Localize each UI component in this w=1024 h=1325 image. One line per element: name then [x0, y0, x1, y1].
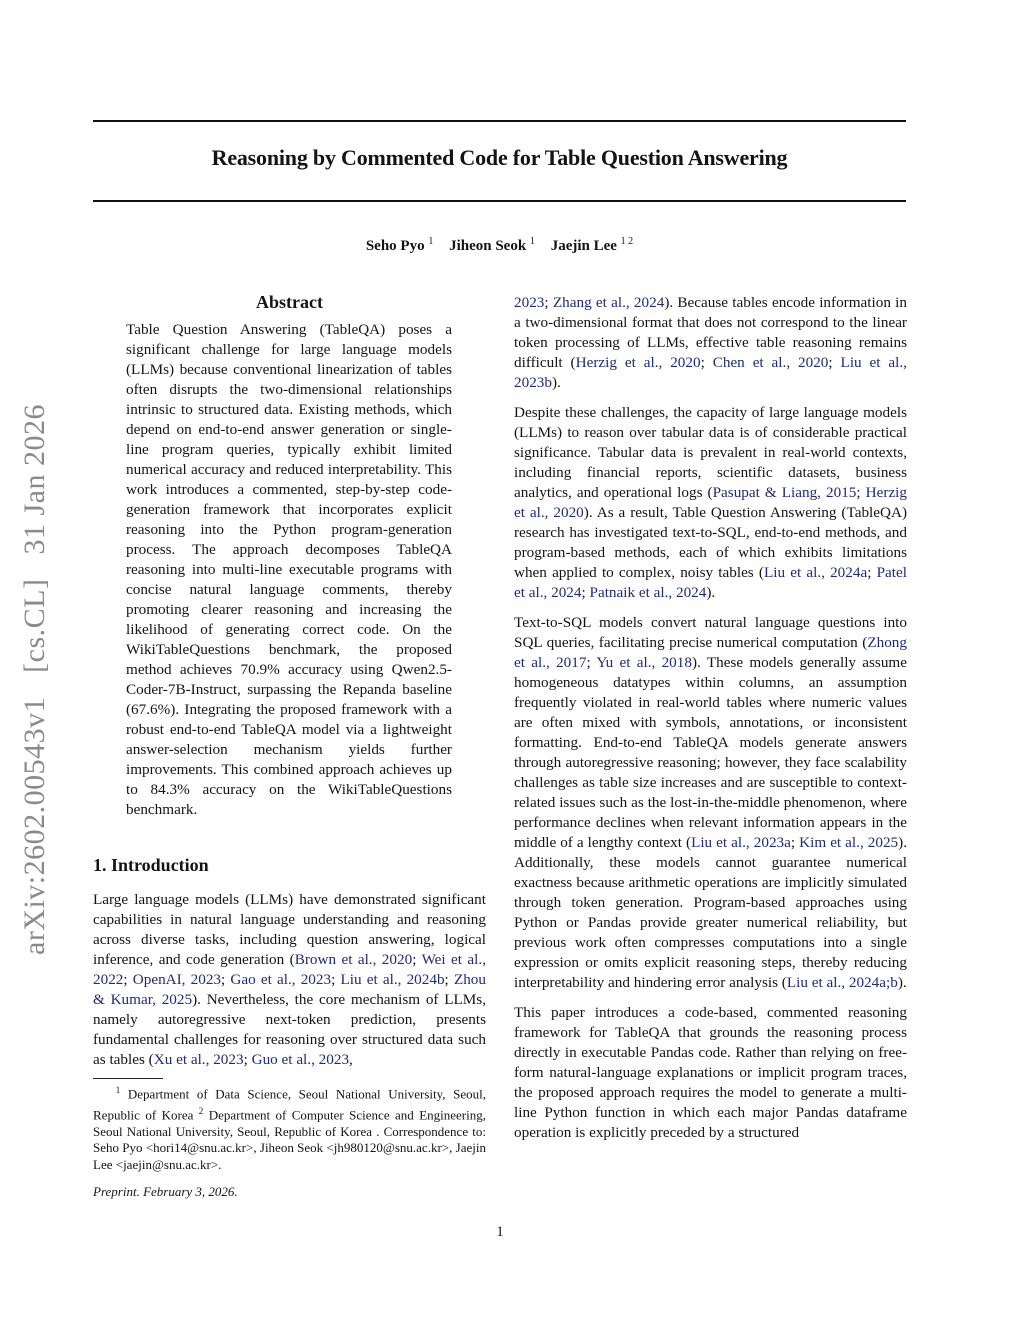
body-text: ). These models generally assume homogeneous datatypes within columns, an assumption frequently violated in real-world tables where numeric values are often mixed with symbols, annotations, or inconsistent formatting. End-to-end TableQA models generate answers through autoregressive reasoning; however, they face scalability challenges as table size increases and are susceptible to context-related issues such as the lost-in-the-middle phenomenon, where performance declines when relevant information appears in the middle of a lengthy context ( — [514, 654, 907, 851]
citation-link[interactable]: OpenAI, 2023 — [132, 971, 222, 988]
separator: ; — [331, 971, 341, 988]
footnote-text: Department of Computer Science and Engineering, Seoul National University, Seoul, Republic of Korea . Correspondence to: Seho Pyo <hori14@snu.ac.kr>, Jiheon Seok <jh980120@snu.ac.kr>, Jaejin Lee <jaejin@snu.ac.kr>. — [93, 1107, 486, 1172]
separator: ; — [123, 971, 133, 988]
intro-paragraph-1 — [93, 890, 486, 1070]
intro-paragraph-3 — [514, 613, 907, 993]
footnote-text: Department of Data Science, Seoul National University, Seoul, Republic of Korea — [93, 1086, 486, 1123]
citation-link[interactable]: Liu et al., 2023b — [514, 354, 907, 391]
citation-link[interactable]: Kim et al., 2025 — [799, 834, 899, 851]
body-text: Text-to-SQL models convert natural language questions into SQL queries, facilitating precise numerical computation ( — [514, 614, 907, 651]
separator: ; — [221, 971, 231, 988]
author-list — [93, 236, 906, 255]
citation-link[interactable]: 2023 — [514, 294, 545, 311]
body-text: Despite these challenges, the capacity of large language models (LLMs) to reason over tabular data is of considerable practical significance. Tabular data is prevalent in real-world contexts, including financial reports, scientific datasets, business analytics, and operational logs ( — [514, 404, 907, 501]
separator: ; — [412, 951, 422, 968]
citation-link[interactable]: Yu et al., 2018 — [596, 654, 692, 671]
arxiv-id: arXiv:2602.00543v1 — [18, 696, 51, 955]
intro-paragraph-2 — [514, 403, 907, 603]
abstract-text: Table Question Answering (TableQA) poses a significant challenge for large language models (LLMs) because conventional linearization of tables often disrupts the two-dimensional relationships intrinsic to structured data. Existing methods, which depend on end-to-end answer generation or single-line program queries, typically exhibit limited numerical accuracy and reduced interpretability. This work introduces a commented, step-by-step code-generation framework that incorporates explicit reasoning into the Python program-generation process. The approach decomposes TableQA reasoning into multi-line executable programs with concise natural language comments, thereby promoting clearer reasoning and increasing the likelihood of generating correct code. On the WikiTableQuestions benchmark, the proposed method achieves 70.9% accuracy using Qwen2.5-Coder-7B-Instruct, surpassing the Repanda baseline (67.6%). Integrating the proposed framework with a robust end-to-end TableQA model via a lightweight answer-selection mechanism yields further improvements. This combined approach achieves up to 84.3% accuracy on the WikiTableQuestions benchmark. — [126, 321, 452, 818]
citation-link[interactable]: Herzig et al., 2020 — [514, 484, 907, 521]
title-rule-top — [93, 120, 906, 122]
citation-link[interactable]: Herzig et al., 2020 — [575, 354, 701, 371]
right-column — [514, 293, 907, 1153]
arxiv-category: [cs.CL] — [18, 578, 51, 673]
citation-link[interactable]: Liu et al., 2023a — [691, 834, 791, 851]
separator: ; — [243, 1051, 252, 1068]
author-name: Jiheon Seok — [449, 238, 527, 254]
citation-link[interactable]: Brown et al., 2020 — [294, 951, 413, 968]
separator: ; — [867, 564, 877, 581]
citation-link[interactable]: Zhong et al., 2017 — [514, 634, 907, 671]
abstract-heading: Abstract — [256, 292, 323, 312]
body-text: ). — [897, 974, 907, 991]
separator: ; — [544, 294, 553, 311]
footnote-rule — [93, 1078, 163, 1079]
body-text: ). Because tables encode information in a two-dimensional format that does not correspond to the linear token processing of LLMs, effective table reasoning remains difficult ( — [514, 294, 907, 371]
separator: ; — [790, 834, 800, 851]
body-text: ). — [551, 374, 561, 391]
body-text: ). Nevertheless, the core mechanism of LLMs, namely autoregressive next-token prediction, presents fundamental challenges for reasoning over structured data such as tables ( — [93, 991, 486, 1068]
citation-link[interactable]: Zhou & Kumar, 2025 — [93, 971, 486, 1008]
preprint-note: Preprint. February 3, 2026. — [93, 1184, 238, 1199]
intro-paragraph-4: This paper introduces a code-based, commented reasoning framework for TableQA that grounds the reasoning process directly in executable Pandas code. Rather than relying on free-form natural-language explanations or implicit program traces, the proposed approach requires the model to generate a multi-line Python function in which each major Pandas dataframe operation is explicitly preceded by a structured — [514, 1004, 907, 1141]
separator: ; — [581, 584, 590, 601]
author-name: Seho Pyo — [365, 238, 425, 254]
citation-link[interactable]: Pasupat & Liang, 2015 — [712, 484, 857, 501]
separator: ; — [586, 654, 597, 671]
title-rule-bottom — [93, 200, 906, 202]
footnote-mark: 2 — [198, 1105, 204, 1116]
affiliation-mark: 1 — [428, 236, 434, 247]
separator: ; — [700, 354, 713, 371]
author — [449, 238, 535, 254]
citation-link[interactable]: Liu et al., 2024a — [763, 564, 868, 581]
citation-link[interactable]: Liu et al., 2024b — [340, 971, 445, 988]
affiliations-footnote — [93, 1082, 486, 1173]
author — [366, 238, 434, 254]
citation-link[interactable]: Gao et al., 2023 — [230, 971, 332, 988]
page-number: 1 — [496, 1224, 504, 1240]
arxiv-stamp — [18, 388, 52, 955]
arxiv-date: 31 Jan 2026 — [18, 404, 51, 555]
section-heading-introduction: 1. Introduction — [93, 855, 209, 875]
citation-link[interactable]: Patel et al., 2024 — [514, 564, 907, 601]
body-text: ). — [706, 584, 716, 601]
author — [551, 238, 633, 254]
author-name: Jaejin Lee — [550, 238, 617, 254]
separator: ; — [828, 354, 841, 371]
citation-link[interactable]: Wei et al., 2022 — [93, 951, 486, 988]
body-text: ). Additionally, these models cannot guarantee numerical exactness because arithmetic operations are implicitly simulated through token generation. Program-based approaches using Python or Pandas provide greater numerical reliability, but previous work often compresses computations into a single expression or omits explicit reasoning steps, thereby reducing interpretability and hindering error analysis ( — [514, 834, 908, 991]
citation-link[interactable]: Chen et al., 2020 — [712, 354, 829, 371]
intro-paragraph-1-continued — [514, 293, 907, 393]
citation-link[interactable]: Patnaik et al., 2024 — [589, 584, 707, 601]
affiliation-mark: 1 — [529, 236, 535, 247]
citation-link[interactable]: Guo et al., 2023 — [251, 1051, 350, 1068]
separator: ; — [856, 484, 866, 501]
paper-title: Reasoning by Commented Code for Table Question Answering — [211, 145, 788, 170]
body-text: ). As a result, Table Question Answering (TableQA) research has investigated text-to-SQL, end-to-end methods, and program-based methods, each of which exhibits limitations when applied to complex, noisy tables ( — [514, 504, 907, 581]
separator: , — [349, 1051, 353, 1068]
footnote-mark: 1 — [115, 1085, 121, 1095]
body-text: Large language models (LLMs) have demonstrated significant capabilities in natural language understanding and reasoning across diverse tasks, including question answering, logical inference, and code generation ( — [93, 891, 486, 968]
separator: ; — [444, 971, 454, 988]
citation-link[interactable]: Zhang et al., 2024 — [552, 294, 665, 311]
citation-link[interactable]: Liu et al., 2024a;b — [786, 974, 898, 991]
citation-link[interactable]: Xu et al., 2023 — [153, 1051, 244, 1068]
affiliation-mark: 1 2 — [620, 236, 634, 247]
